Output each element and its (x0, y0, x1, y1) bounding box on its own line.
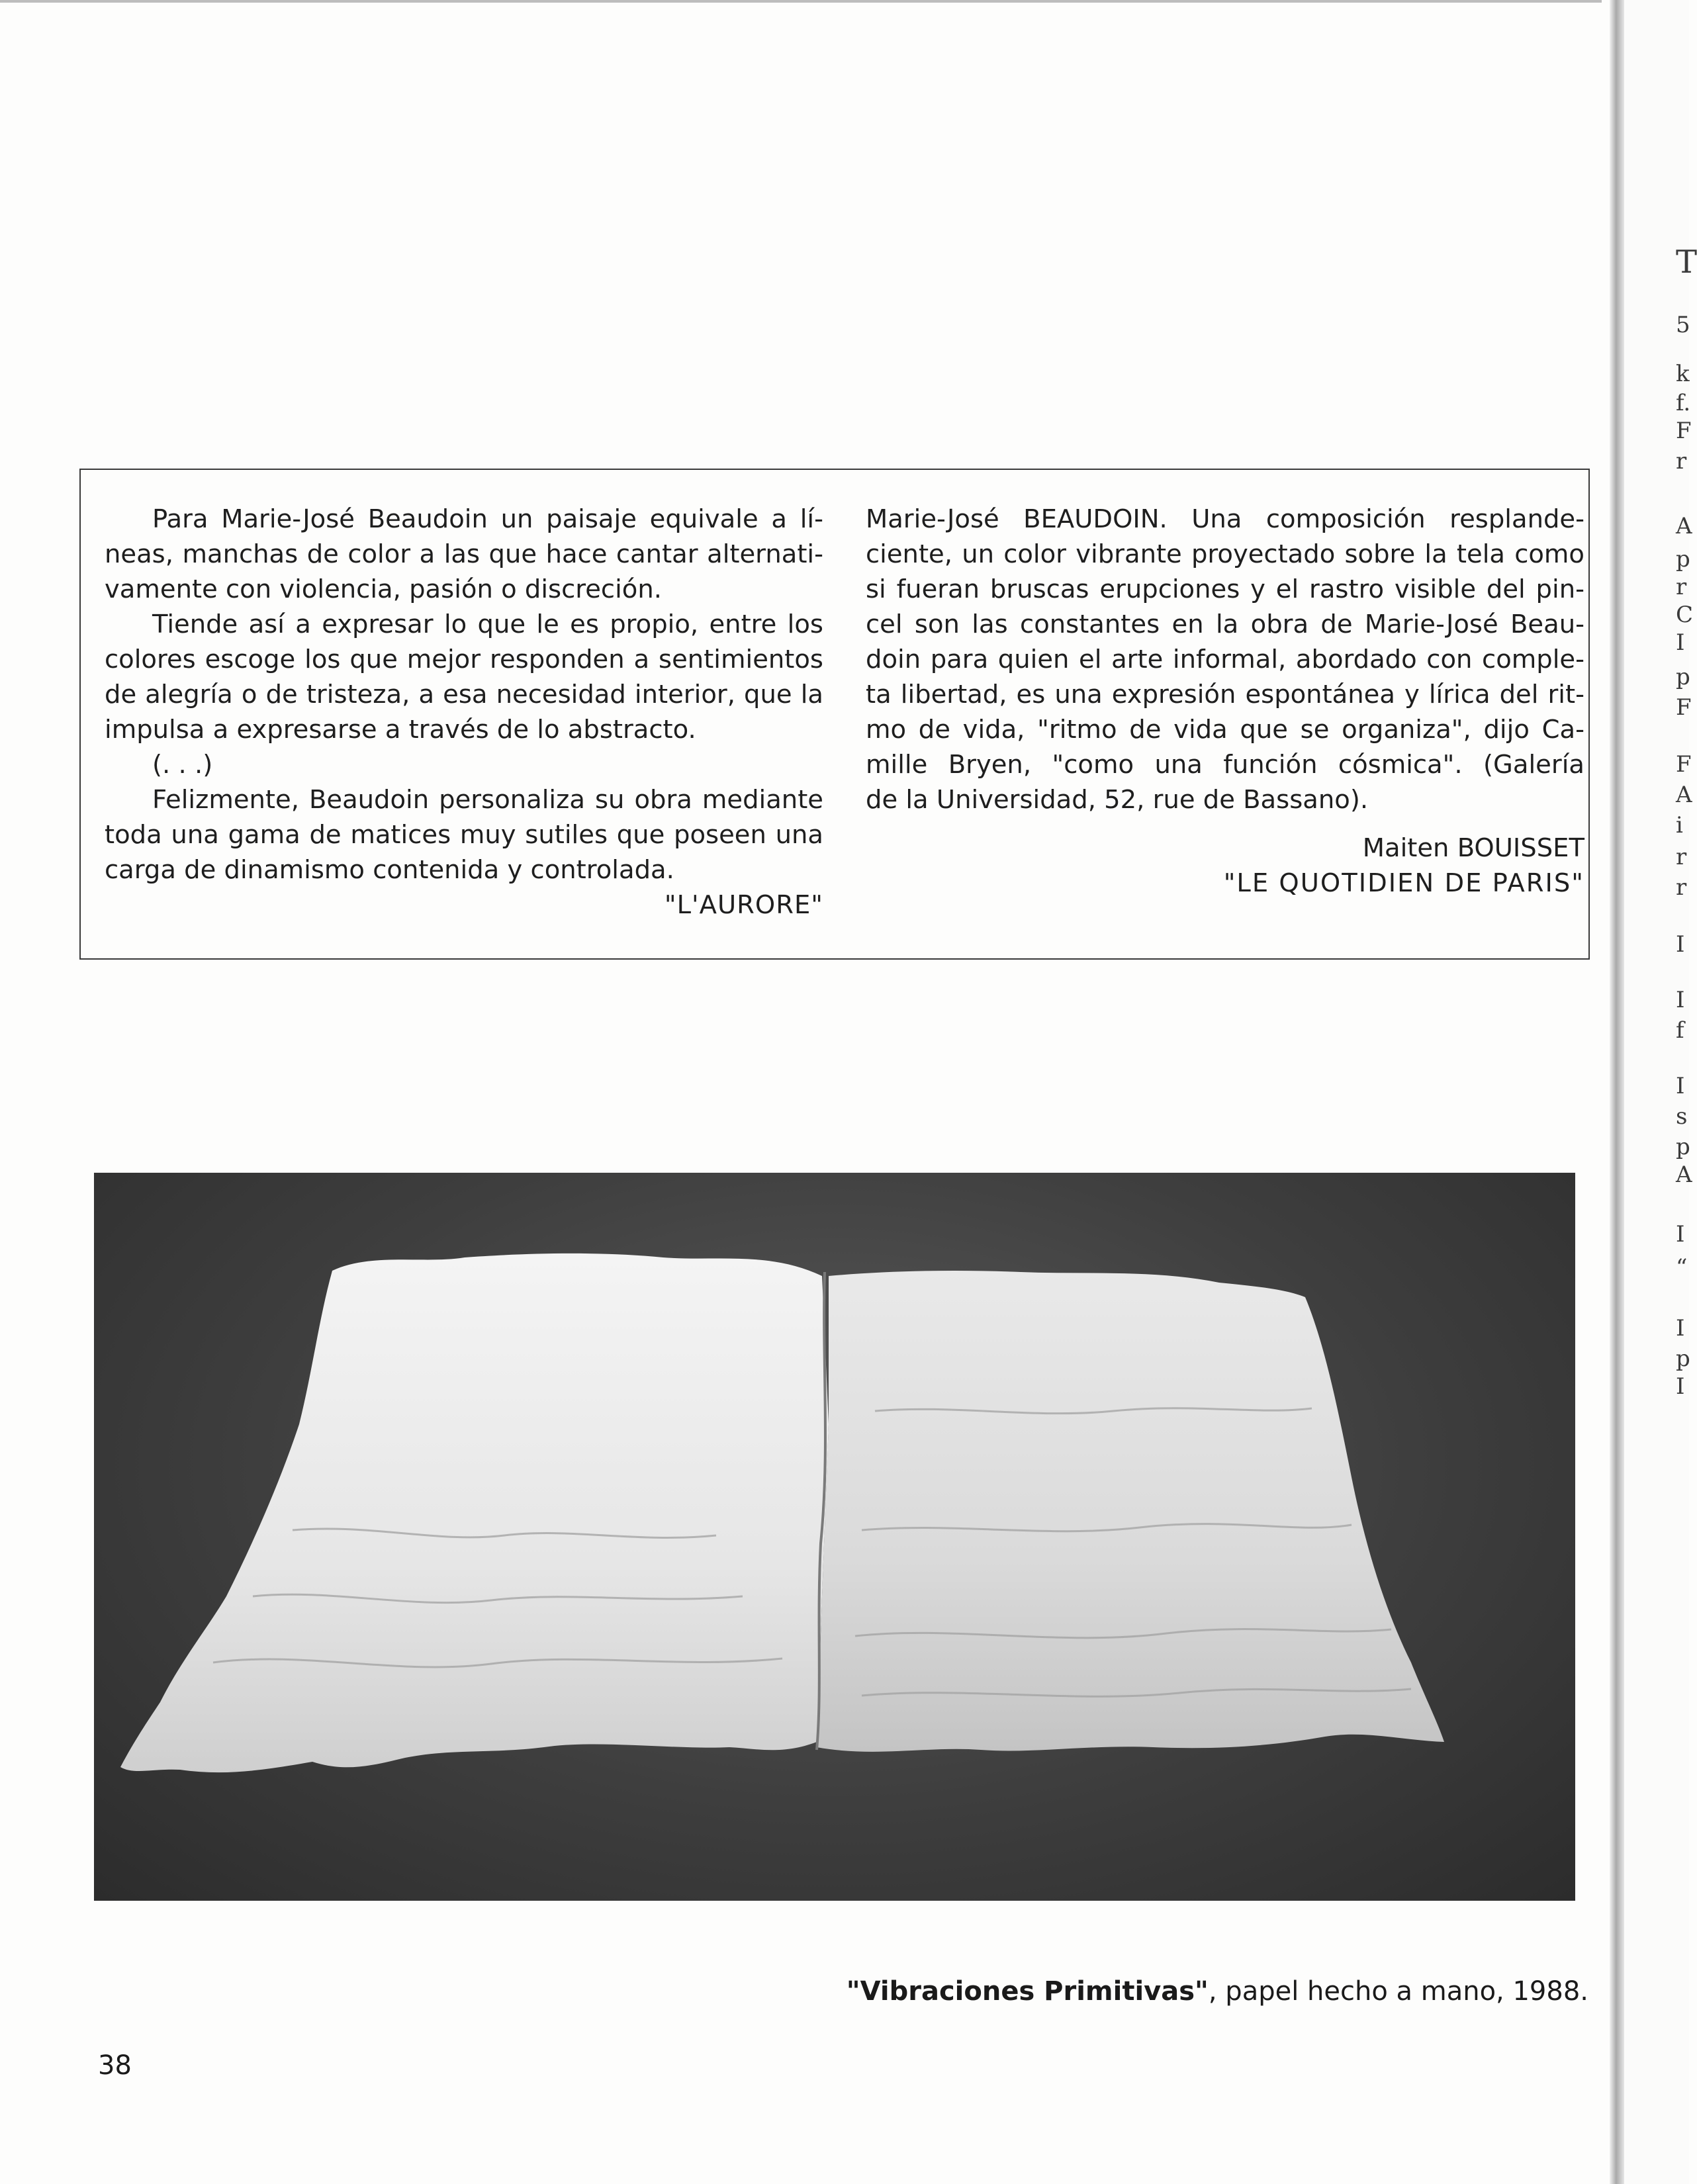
text-line: Felizmente, Beaudoin personaliza su obra mediante (152, 785, 823, 815)
edge-fragment: I (1676, 1073, 1685, 1099)
text-line: ta libertad, es una expresión espontánea y lírica del rit- (866, 680, 1584, 709)
page-number: 38 (98, 2050, 132, 2081)
byline (866, 831, 1584, 901)
edge-fragment: r (1676, 574, 1687, 600)
edge-fragment: I (1676, 629, 1685, 656)
caption-details: , papel hecho a mano, 1988. (1208, 1976, 1588, 2007)
paper-right-half (817, 1271, 1444, 1752)
edge-fragment: “ (1676, 1254, 1688, 1281)
top-rule (0, 0, 1602, 3)
edge-fragment: F (1676, 418, 1692, 444)
text-line: de la Universidad, 52, rue de Bassano). (866, 785, 1369, 815)
edge-fragment: p (1676, 546, 1690, 572)
artwork-photograph (94, 1173, 1575, 1901)
text-line: neas, manchas de color a las que hace cantar alternati- (105, 539, 823, 569)
text-line: mille Bryen, "como una función cósmica". (Galería (866, 750, 1584, 780)
spine-shadow (1610, 0, 1624, 2184)
text-line: doin para quien el arte informal, abordado con comple- (866, 645, 1584, 674)
edge-fragment: p (1676, 1345, 1690, 1372)
edge-fragment: I (1676, 1373, 1685, 1400)
edge-fragment: I (1676, 931, 1685, 958)
text-line: cel son las constantes en la obra de Marie-José Beau- (866, 610, 1584, 639)
text-line: de alegría o de tristeza, a esa necesidad interior, que la (105, 680, 823, 709)
edge-fragment: F (1676, 751, 1692, 778)
edge-fragment: 5 (1676, 312, 1690, 338)
edge-fragment: A (1676, 513, 1692, 539)
edge-fragment: I (1676, 987, 1685, 1013)
text-line: (. . .) (152, 750, 213, 780)
edge-fragment: C (1676, 602, 1694, 628)
left-review-column (105, 502, 823, 923)
text-line: impulsa a expresarse a través de lo abstracto. (105, 715, 696, 745)
text-line: toda una gama de matices muy sutiles que poseen una (105, 820, 823, 850)
left-paragraph-2 (105, 607, 823, 747)
text-line: Tiende así a expresar lo que le es propio, entre los (152, 610, 823, 639)
right-review-column (866, 502, 1584, 901)
edge-fragment: A (1676, 1161, 1692, 1188)
edge-fragment: I (1676, 1221, 1685, 1248)
left-paragraph-1 (105, 502, 823, 607)
publication-name: "LE QUOTIDIEN DE PARIS" (1223, 868, 1584, 898)
text-line: vamente con violencia, pasión o discreción. (105, 574, 662, 604)
text-line: colores escoge los que mejor responden a sentimientos (105, 645, 823, 674)
edge-fragment: i (1676, 812, 1683, 839)
left-paragraph-3 (105, 782, 823, 887)
edge-fragment: T (1676, 244, 1697, 281)
text-line: carga de dinamismo contenida y controlada. (105, 855, 674, 885)
photo-caption (847, 1976, 1588, 2007)
paper-left-half (120, 1253, 829, 1772)
text-line: mo de vida, "ritmo de vida que se organiza", dijo Ca- (866, 715, 1584, 745)
right-paragraph (866, 502, 1584, 817)
edge-fragment: r (1676, 874, 1687, 901)
edge-fragment: r (1676, 448, 1687, 475)
edge-fragment: F (1676, 694, 1692, 721)
edge-fragment: p (1676, 1134, 1690, 1160)
edge-fragment: r (1676, 844, 1687, 870)
edge-fragment: A (1676, 782, 1692, 808)
edge-fragment: s (1676, 1103, 1688, 1130)
text-line: ciente, un color vibrante proyectado sobre la tela como (866, 539, 1584, 569)
quote-box (79, 469, 1590, 960)
edge-fragment: I (1676, 1315, 1685, 1342)
edge-fragment: p (1676, 664, 1690, 690)
left-ellipsis (105, 747, 823, 782)
text-line: si fueran bruscas erupciones y el rastro visible del pin- (866, 574, 1584, 604)
handmade-paper-sculpture (94, 1173, 1575, 1901)
artwork-title: "Vibraciones Primitivas" (846, 1976, 1209, 2007)
text-line: Marie-José BEAUDOIN. Una composición resplande- (866, 504, 1584, 534)
left-source: "L'AURORE" (664, 890, 823, 920)
text-line: Para Marie-José Beaudoin un paisaje equivale a lí- (152, 504, 823, 534)
author-name: Maiten BOUISSET (1362, 833, 1584, 863)
edge-fragment: f (1676, 1017, 1684, 1044)
edge-fragment: k (1676, 361, 1690, 387)
edge-fragment: f. (1676, 390, 1691, 416)
